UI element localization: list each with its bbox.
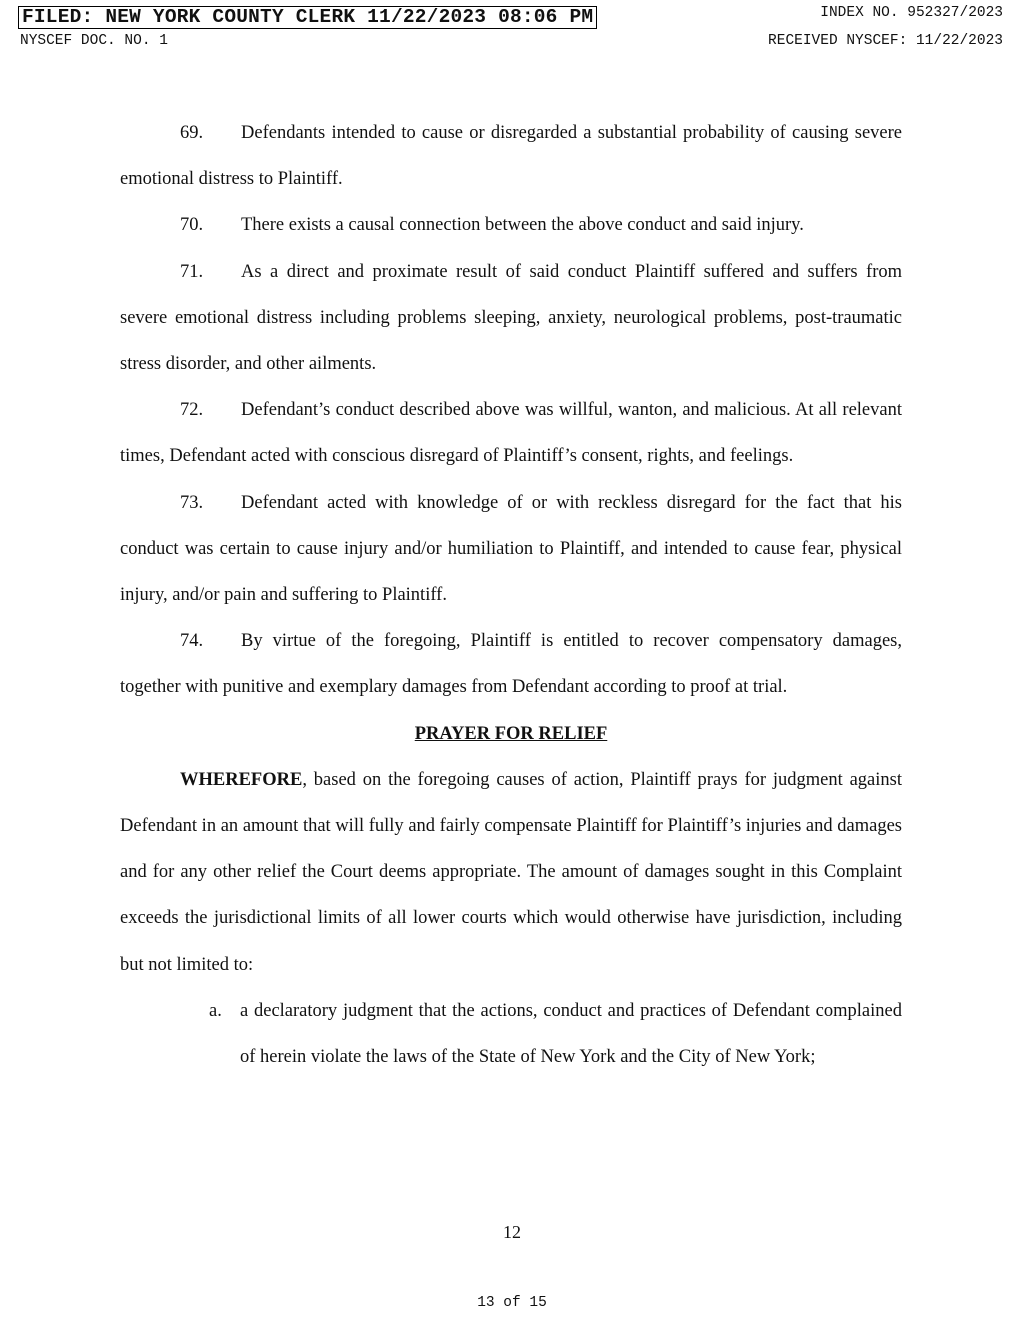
paragraph-74	[120, 618, 902, 710]
paragraph-text: As a direct and proximate result of said conduct Plaintiff suffered and suffers from severe emotional distress including problems sleeping, anxiety, neurological problems, post-traumatic stress disorder, and other ailments.	[120, 261, 902, 375]
list-letter: a.	[209, 1000, 222, 1021]
list-item-text: a declaratory judgment that the actions, conduct and practices of Defendant complained of herein violate the laws of the State of New York and the City of New York;	[240, 1000, 902, 1068]
paragraph-text: There exists a causal connection between the above conduct and said injury.	[241, 215, 804, 236]
page-number: 12	[503, 1222, 521, 1242]
paragraph-number: 74.	[180, 631, 204, 652]
paragraph-72	[120, 387, 902, 479]
paragraph-number: 72.	[180, 400, 204, 421]
paragraph-number: 73.	[180, 492, 204, 513]
paragraph-73	[120, 480, 902, 619]
page-of-total: 13 of 15	[477, 1295, 547, 1311]
prayer-lead: WHEREFORE	[180, 769, 303, 790]
paragraph-number: 70.	[180, 215, 204, 236]
paragraph-text: By virtue of the foregoing, Plaintiff is entitled to recover compensatory damages, together with punitive and exemplary damages from Defendant according to proof at trial.	[120, 631, 902, 698]
prayer-paragraph	[120, 757, 902, 988]
paragraph-text: Defendant acted with knowledge of or with reckless disregard for the fact that his conduct was certain to cause injury and/or humiliation to Plaintiff, and intended to cause fear, physical injury, and/or pain and suffering to Plaintiff.	[120, 492, 902, 606]
paragraph-70	[120, 202, 902, 248]
paragraph-71	[120, 249, 902, 388]
paragraph-69	[120, 110, 902, 202]
paragraph-text: Defendant’s conduct described above was willful, wanton, and malicious. At all relevant times, Defendant acted with conscious disregard of Plaintiff’s consent, rights, and feelings.	[120, 400, 902, 467]
prayer-heading: PRAYER FOR RELIEF	[414, 723, 608, 744]
prayer-text: , based on the foregoing causes of action, Plaintiff prays for judgment against Defendant in an amount that will fully and fairly compensate Plaintiff for Plaintiff’s injuries and damages and for any other relief the Court deems appropriate. The amount of damages sought in this Complaint exceeds the jurisdictional limits of all lower courts which would otherwise have jurisdiction, including but not limited to:	[120, 769, 902, 975]
paragraph-number: 71.	[180, 261, 204, 282]
relief-item-a	[209, 988, 902, 1080]
index-number: INDEX NO. 952327/2023	[820, 5, 1003, 21]
doc-number: NYSCEF DOC. NO. 1	[20, 33, 168, 49]
filed-stamp: FILED: NEW YORK COUNTY CLERK 11/22/2023 08:06 PM	[18, 6, 597, 29]
paragraph-text: Defendants intended to cause or disregarded a substantial probability of causing severe emotional distress to Plaintiff.	[120, 123, 902, 190]
paragraph-number: 69.	[180, 123, 204, 143]
received-date: RECEIVED NYSCEF: 11/22/2023	[768, 33, 1003, 49]
document-body	[120, 110, 902, 1080]
